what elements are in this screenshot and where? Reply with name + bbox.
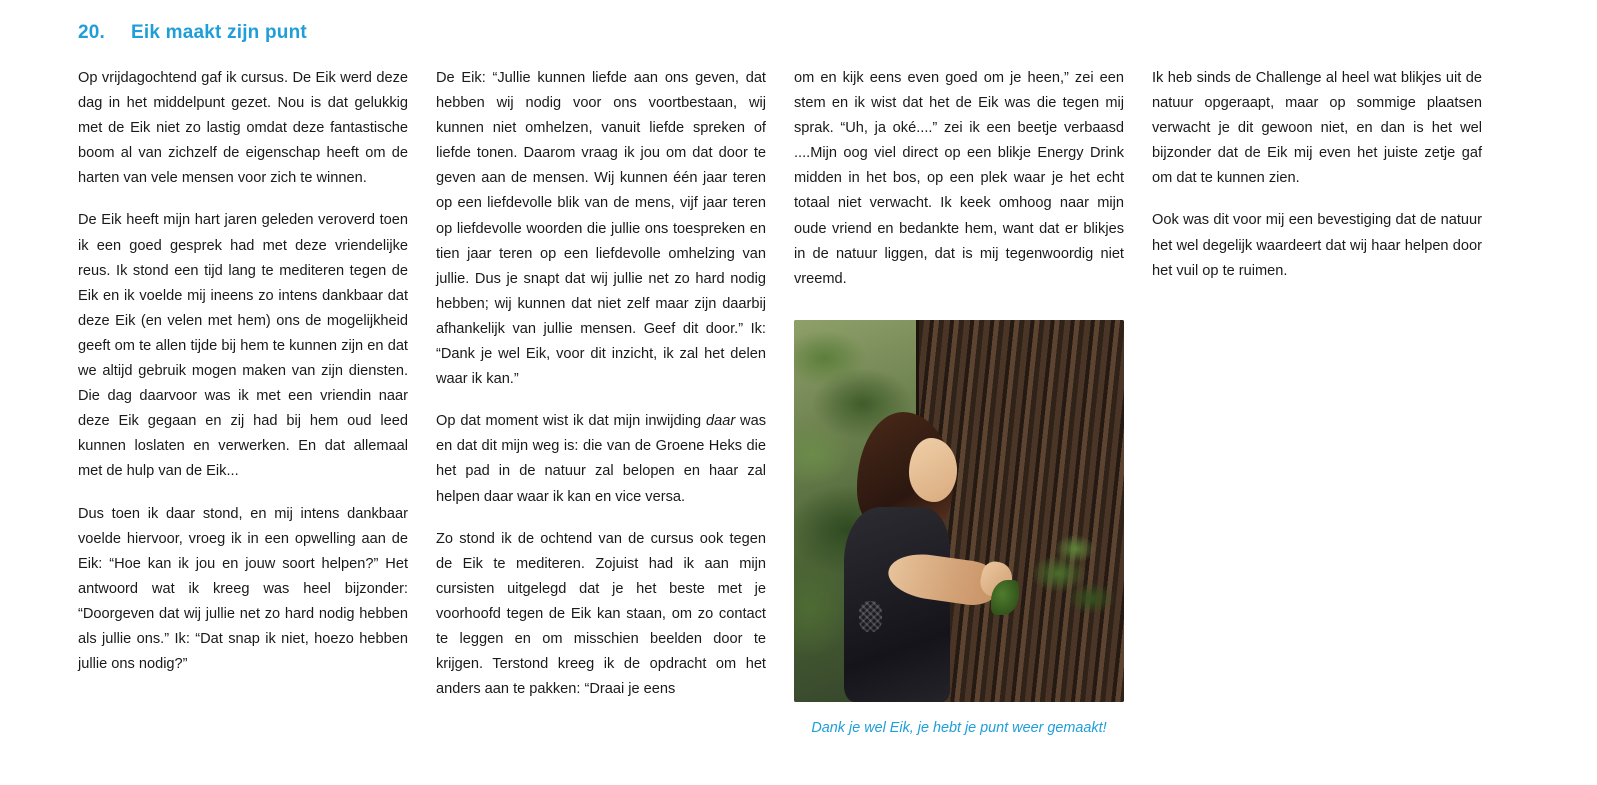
column-1 <box>78 66 408 677</box>
paragraph: Op vrijdagochtend gaf ik cursus. De Eik werd deze dag in het middelpunt gezet. Nou is dat gelukkig met de Eik niet zo lastig omdat deze fantastische boom al van zichzelf de eigenschap heeft om de harten van vele mensen voor zich te winnen. <box>78 70 408 187</box>
paragraph: Ook was dit voor mij een bevestiging dat de natuur het wel degelijk waardeert dat wij haar helpen door het vuil op te ruimen. <box>1152 212 1482 279</box>
woman-figure <box>840 412 1012 702</box>
column-3 <box>794 66 1124 736</box>
tree-hug-illustration <box>794 320 1124 702</box>
chapter-number: 20. <box>78 22 106 43</box>
paragraph: Zo stond ik de ochtend van de cursus ook tegen de Eik te mediteren. Zojuist had ik aan mijn cursisten uitgelegd dat je het beste met je voorhoofd tegen de Eik kan staan, om zo contact te leggen en om misschien beelden door te krijgen. Terstond kreeg ik de opdracht om het anders aan te pakken: “Draai je eens <box>436 530 766 698</box>
text-columns <box>78 66 1519 736</box>
body-shape <box>844 507 950 702</box>
paragraph: om en kijk eens even goed om je heen,” zei een stem en ik wist dat het de Eik was die tegen mij sprak. “Uh, ja oké....” zei ik een beetje verbaasd ....Mijn oog viel direct op een blikje Energy Drink midden in het bos, op een plek waar je het echt totaal niet verwacht. Ik keek omhoog naar mijn oude vriend en bedankte hem, want dat er blikjes in de natuur liggen, dat is mij tegenwoordig niet vreemd. <box>794 70 1124 287</box>
paragraph: Op dat moment wist ik dat mijn inwijding daar was en dat dit mijn weg is: die van de Groene Heks die het pad in de natuur zal belopen en haar zal helpen daar waar ik kan en vice versa. <box>436 413 766 505</box>
chapter-heading <box>78 22 1519 44</box>
figure-caption: Dank je wel Eik, je hebt je punt weer gemaakt! <box>811 719 1107 736</box>
moss-shape <box>1034 534 1116 633</box>
figure <box>794 320 1124 736</box>
column-4 <box>1152 66 1482 284</box>
column-2 <box>436 66 766 702</box>
emphasis-word: daar <box>705 413 736 430</box>
page-title: Eik maakt zijn punt <box>131 22 307 43</box>
lace-pattern <box>859 601 882 632</box>
paragraph: Ik heb sinds de Challenge al heel wat blikjes uit de natuur opgeraapt, maar op sommige plaatsen verwacht je dit gewoon niet, en dan is het wel bijzonder dat de Eik mij even het juiste zetje gaf om dat te kunnen zien. <box>1152 70 1482 187</box>
paragraph: De Eik heeft mijn hart jaren geleden veroverd toen ik een goed gesprek had met deze vriendelijke reus. Ik stond een tijd lang te mediteren tegen de Eik en ik voelde mij ineens zo intens dankbaar dat deze Eik (en velen met hem) ons de mogelijkheid geeft om te allen tijde bij hem te kunnen zijn en dat we altijd gebruik mogen maken van zijn diensten. Die dag daarvoor was ik met een vriendin naar deze Eik gegaan en zij had bij hem oud leed kunnen loslaten en verwerken. En dat allemaal met de hulp van de Eik... <box>78 212 408 480</box>
face-shape <box>909 438 957 502</box>
paragraph: Dus toen ik daar stond, en mij intens dankbaar voelde hiervoor, vroeg ik in een opwelling aan de Eik: “Hoe kan ik jou en jouw soort helpen?” Het antwoord wat ik kreeg was heel bijzonder: “Doorgeven dat wij jullie net zo hard nodig hebben als jullie ons.” Ik: “Dat snap ik niet, hoezo hebben jullie ons nodig?” <box>78 505 408 673</box>
paragraph: De Eik: “Jullie kunnen liefde aan ons geven, dat hebben wij nodig voor ons voortbestaan, wij kunnen niet omhelzen, vanuit liefde spreken of liefde tonen. Daarom vraag ik jou om dat door te geven aan de mensen. Wij kunnen één jaar teren op een liefdevolle blik van de mens, vijf jaar teren op liefdevolle woorden die jullie ons toespreken en tien jaar teren op een liefdevolle omhelzing van jullie. Dus je snapt dat wij jullie net zo hard nodig hebben; wij kunnen dat niet zelf maar zijn daarbij afhankelijk van jullie mensen. Geef dit door.” Ik: “Dank je wel Eik, voor dit inzicht, ik zal het delen waar ik kan.” <box>436 70 766 388</box>
